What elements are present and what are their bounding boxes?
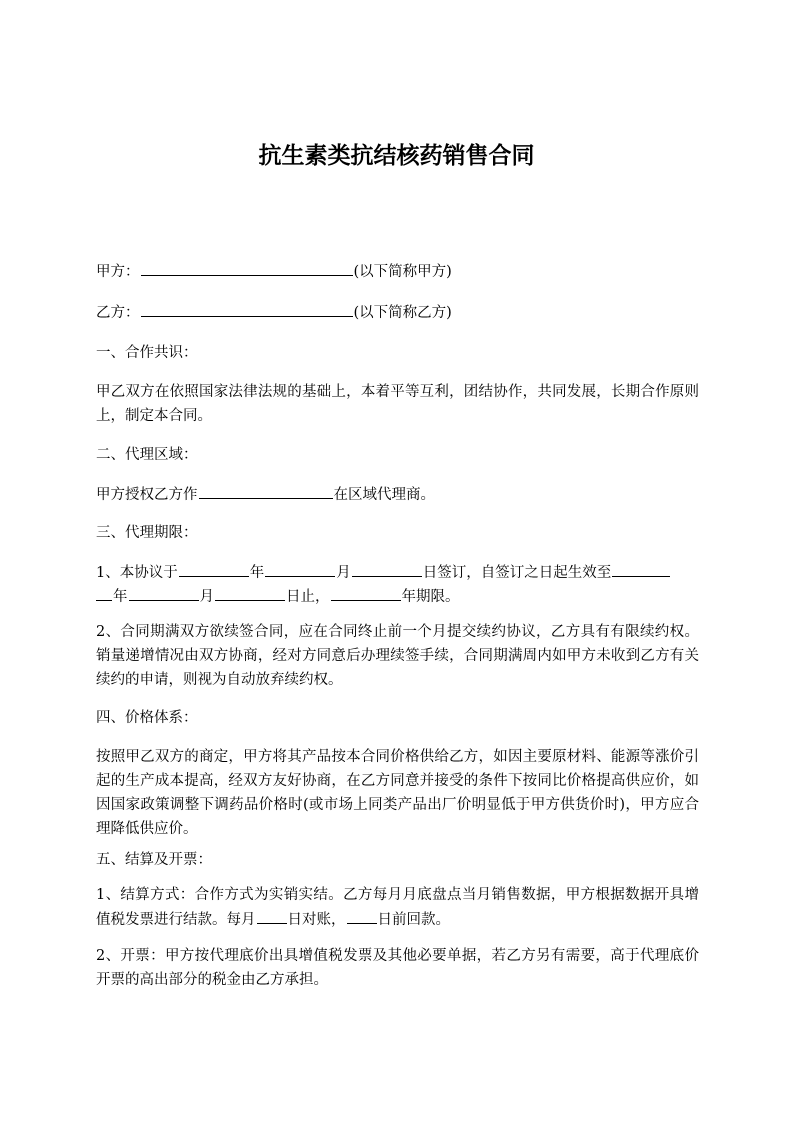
sign-month-blank[interactable] [265, 560, 335, 577]
end-year-blank-part2[interactable] [96, 584, 112, 601]
end-day-blank[interactable] [215, 584, 285, 601]
sign-day-blank[interactable] [352, 560, 422, 577]
term-prefix: 1、本协议于 [96, 565, 178, 581]
term-day-sign-label: 日签订，自签订之日起生效至 [422, 565, 612, 581]
party-a-line [96, 259, 701, 284]
settlement-mid: 日对账， [287, 912, 346, 928]
section4-body: 按照甲乙双方的商定，甲方将其产品按本合同价格供给乙方，如因主要原材料、能源等涨价引起的生产成本提高，经双方友好协商，在乙方同意并接受的条件下按同比价格提高供应价，如因国家政策调整下调药品价格时(或市场上同类产品出厂价明显低于甲方供货价时)，甲方应合理降低供应价。 [96, 749, 699, 837]
section5-item1 [96, 883, 699, 932]
party-a-label: 甲方： [96, 264, 140, 280]
section1-heading: 一、合作共识： [96, 345, 198, 361]
party-b-suffix: (以下简称乙方) [353, 305, 452, 321]
end-year-blank-part1[interactable] [612, 560, 670, 577]
section2-suffix: 在区域代理商。 [333, 487, 435, 503]
term-day-end-label: 日止， [286, 589, 330, 605]
party-b-label: 乙方： [96, 305, 140, 321]
document-title: 抗生素类抗结核药销售合同 [258, 143, 535, 169]
party-b-blank[interactable] [141, 300, 353, 317]
term-line-1 [96, 560, 701, 585]
term-year-label: 年 [249, 565, 265, 581]
term-line-2 [96, 584, 701, 609]
term-month2-label: 月 [199, 589, 214, 605]
reconcile-day-blank[interactable] [257, 907, 287, 924]
term-years-blank[interactable] [331, 584, 401, 601]
party-b-line [96, 300, 701, 325]
section4-heading: 四、价格体系： [96, 710, 198, 726]
section2-line [96, 482, 701, 507]
term-years-label: 年期限。 [401, 589, 460, 605]
payment-day-blank[interactable] [347, 907, 377, 924]
section3-heading: 三、代理期限： [96, 525, 198, 541]
term-month-label: 月 [336, 565, 351, 581]
sign-year-blank[interactable] [179, 560, 249, 577]
section3-item2: 2、合同期满双方欲续签合同，应在合同终止前一个月提交续约协议，乙方具有有限续约权。销量递增情况由双方协商，经对方同意后办理续签手续，合同期满周内如甲方未收到乙方有关续约的申请，则视为自动放弃续约权。 [96, 624, 699, 688]
settlement-text: 1、结算方式：合作方式为实销实结。乙方每月月底盘点当月销售数据，甲方根据数据开具增值税发票进行结款。每月 [96, 887, 699, 928]
party-a-blank[interactable] [141, 259, 353, 276]
section2-prefix: 甲方授权乙方作 [96, 487, 198, 503]
section5-item2: 2、开票：甲方按代理底价出具增值税发票及其他必要单据，若乙方另有需要，高于代理底价开票的高出部分的税金由乙方承担。 [96, 948, 699, 988]
term-year2-label: 年 [113, 589, 128, 605]
region-blank[interactable] [199, 482, 333, 499]
settlement-end: 日前回款。 [377, 912, 450, 928]
party-a-suffix: (以下简称甲方) [353, 264, 452, 280]
section5-heading: 五、结算及开票： [96, 852, 212, 868]
section1-body: 甲乙双方在依照国家法律法规的基础上，本着平等互利，团结协作，共同发展，长期合作原则上，制定本合同。 [96, 384, 699, 424]
end-month-blank[interactable] [129, 584, 199, 601]
section2-heading: 二、代理区域： [96, 447, 198, 463]
